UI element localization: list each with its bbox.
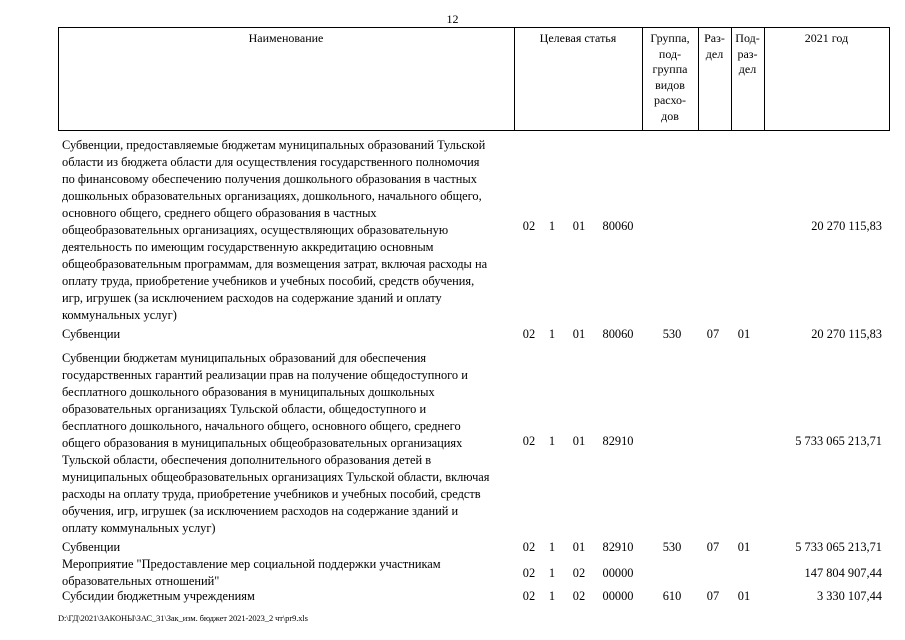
row-name-line: бесплатного дошкольного, начального общего, основного общего, среднего [62, 419, 461, 433]
row-amount: 5 733 065 213,71 [795, 434, 882, 448]
row-name-line: коммунальных услуг) [62, 308, 177, 322]
row-name-line: Субвенции, предоставляемые бюджетам муниципальных образований Тульской [62, 138, 486, 152]
row-subsection: 01 [737, 589, 751, 603]
row-name [62, 588, 522, 605]
row-subprogram-code: 1 [548, 589, 556, 603]
row-name [62, 137, 522, 324]
row-subprogram-code: 1 [548, 566, 556, 580]
row-program-code: 02 [522, 219, 536, 233]
header-section [698, 31, 731, 62]
row-name-line: Тульской области, обеспечения дополнительного образования детей в [62, 453, 432, 467]
row-name [62, 539, 522, 556]
row-name-line: Субвенции [62, 327, 121, 341]
header-group-line: Группа, [650, 31, 690, 45]
row-main-event-code: 01 [572, 327, 586, 341]
row-name [62, 326, 522, 343]
row-program-code: 02 [522, 540, 536, 554]
row-name [62, 350, 522, 537]
header-group-line: видов [655, 77, 685, 92]
header-subsection-line: Под- [735, 31, 760, 45]
row-name-line: оплату труда, приобретение учебников и учебных пособий, средств обучения, [62, 274, 475, 288]
row-subprogram-code: 1 [548, 327, 556, 341]
row-name-line: расходы на оплату труда, приобретение учебников и учебных пособий, средств [62, 487, 481, 501]
row-main-event-code: 01 [572, 219, 586, 233]
row-name-line: дошкольных образовательных организациях, дошкольного, начального общего, [62, 189, 482, 203]
row-name-line: государственных гарантий реализации прав на получение общедоступного и [62, 368, 468, 382]
row-amount: 20 270 115,83 [811, 327, 882, 341]
row-program-code: 02 [522, 566, 536, 580]
row-expense-group: 610 [662, 589, 682, 603]
row-program-code: 02 [522, 589, 536, 603]
row-amount: 20 270 115,83 [811, 219, 882, 233]
row-direction-code: 82910 [602, 434, 634, 448]
row-section: 07 [706, 589, 720, 603]
row-name-line: Мероприятие "Предоставление мер социальной поддержки участникам [62, 557, 441, 571]
row-subsection: 01 [737, 540, 751, 554]
row-main-event-code: 01 [572, 434, 586, 448]
row-direction-code: 00000 [602, 566, 634, 580]
row-name-line: области из бюджета области для осуществления государственного полномочия [62, 155, 480, 169]
row-amount: 147 804 907,44 [804, 566, 882, 580]
header-name: Наименование [248, 31, 324, 45]
table-header [58, 27, 890, 131]
row-name-line: Субвенции бюджетам муниципальных образований для обеспечения [62, 351, 427, 365]
row-name-line: общеобразовательных организациях, осуществляющих образовательную [62, 223, 449, 237]
header-group-line: группа [652, 62, 688, 76]
row-subprogram-code: 1 [548, 540, 556, 554]
row-name-line: образовательных организациях Тульской области, общедоступного и [62, 402, 427, 416]
header-subsection-line: раз- [737, 46, 758, 61]
row-main-event-code: 02 [572, 589, 586, 603]
row-name-line: игр, игрушек (за исключением расходов на содержание зданий и оплату [62, 291, 442, 305]
row-direction-code: 80060 [602, 327, 634, 341]
row-name-line: образовательных отношений" [62, 574, 220, 588]
header-border-right [889, 27, 890, 131]
header-group-line: расхо- [653, 93, 687, 107]
row-section: 07 [706, 327, 720, 341]
row-direction-code: 00000 [602, 589, 634, 603]
row-program-code: 02 [522, 327, 536, 341]
header-expense-group [642, 31, 698, 124]
header-bottom-border [58, 130, 890, 131]
row-name-line: муниципальных общеобразовательных организациях Тульской области, включая [62, 470, 490, 484]
row-amount: 3 330 107,44 [816, 589, 882, 603]
header-group-line: под- [658, 46, 682, 61]
header-section-line: дел [705, 46, 724, 61]
row-name-line: Субвенции [62, 540, 121, 554]
page-number: 12 [446, 12, 459, 26]
row-name-line: бесплатного дошкольного образования в муниципальных дошкольных [62, 385, 435, 399]
header-subsection [731, 31, 764, 78]
row-program-code: 02 [522, 434, 536, 448]
header-year: 2021 год [804, 31, 849, 45]
row-name-line: основного общего, среднего общего образования в частных [62, 206, 377, 220]
row-name-line: оплату коммунальных услуг) [62, 521, 216, 535]
row-section: 07 [706, 540, 720, 554]
row-direction-code: 80060 [602, 219, 634, 233]
row-expense-group: 530 [662, 540, 682, 554]
row-main-event-code: 01 [572, 540, 586, 554]
header-target-article: Целевая статья [539, 31, 617, 45]
row-name-line: по финансовому обеспечению получения дошкольного образования в частных [62, 172, 477, 186]
header-top-border [58, 27, 890, 28]
row-name-line: обучения, игр, игрушек (за исключением расходов на содержание зданий и [62, 504, 459, 518]
row-name-line: общего образования в муниципальных общеобразовательных организациях [62, 436, 463, 450]
row-name-line: общеобразовательным программам, для возмещения затрат, включая расходы на [62, 257, 488, 271]
row-amount: 5 733 065 213,71 [795, 540, 882, 554]
row-expense-group: 530 [662, 327, 682, 341]
row-direction-code: 82910 [602, 540, 634, 554]
row-name [62, 556, 522, 590]
row-name-line: Субсидии бюджетным учреждениям [62, 589, 255, 603]
row-subprogram-code: 1 [548, 434, 556, 448]
row-main-event-code: 02 [572, 566, 586, 580]
header-group-line: дов [661, 108, 679, 123]
header-subsection-line: дел [738, 62, 757, 76]
row-subsection: 01 [737, 327, 751, 341]
row-subprogram-code: 1 [548, 219, 556, 233]
row-name-line: деятельность по имеющим государственную аккредитацию основным [62, 240, 434, 254]
file-path-footer: D:\ГД\2021\ЗАКОНЫ\ЗАС_31\Зак_изм. бюджет 2021-2023_2 чт\pr9.xls [58, 613, 308, 623]
header-section-line: Раз- [704, 31, 725, 45]
